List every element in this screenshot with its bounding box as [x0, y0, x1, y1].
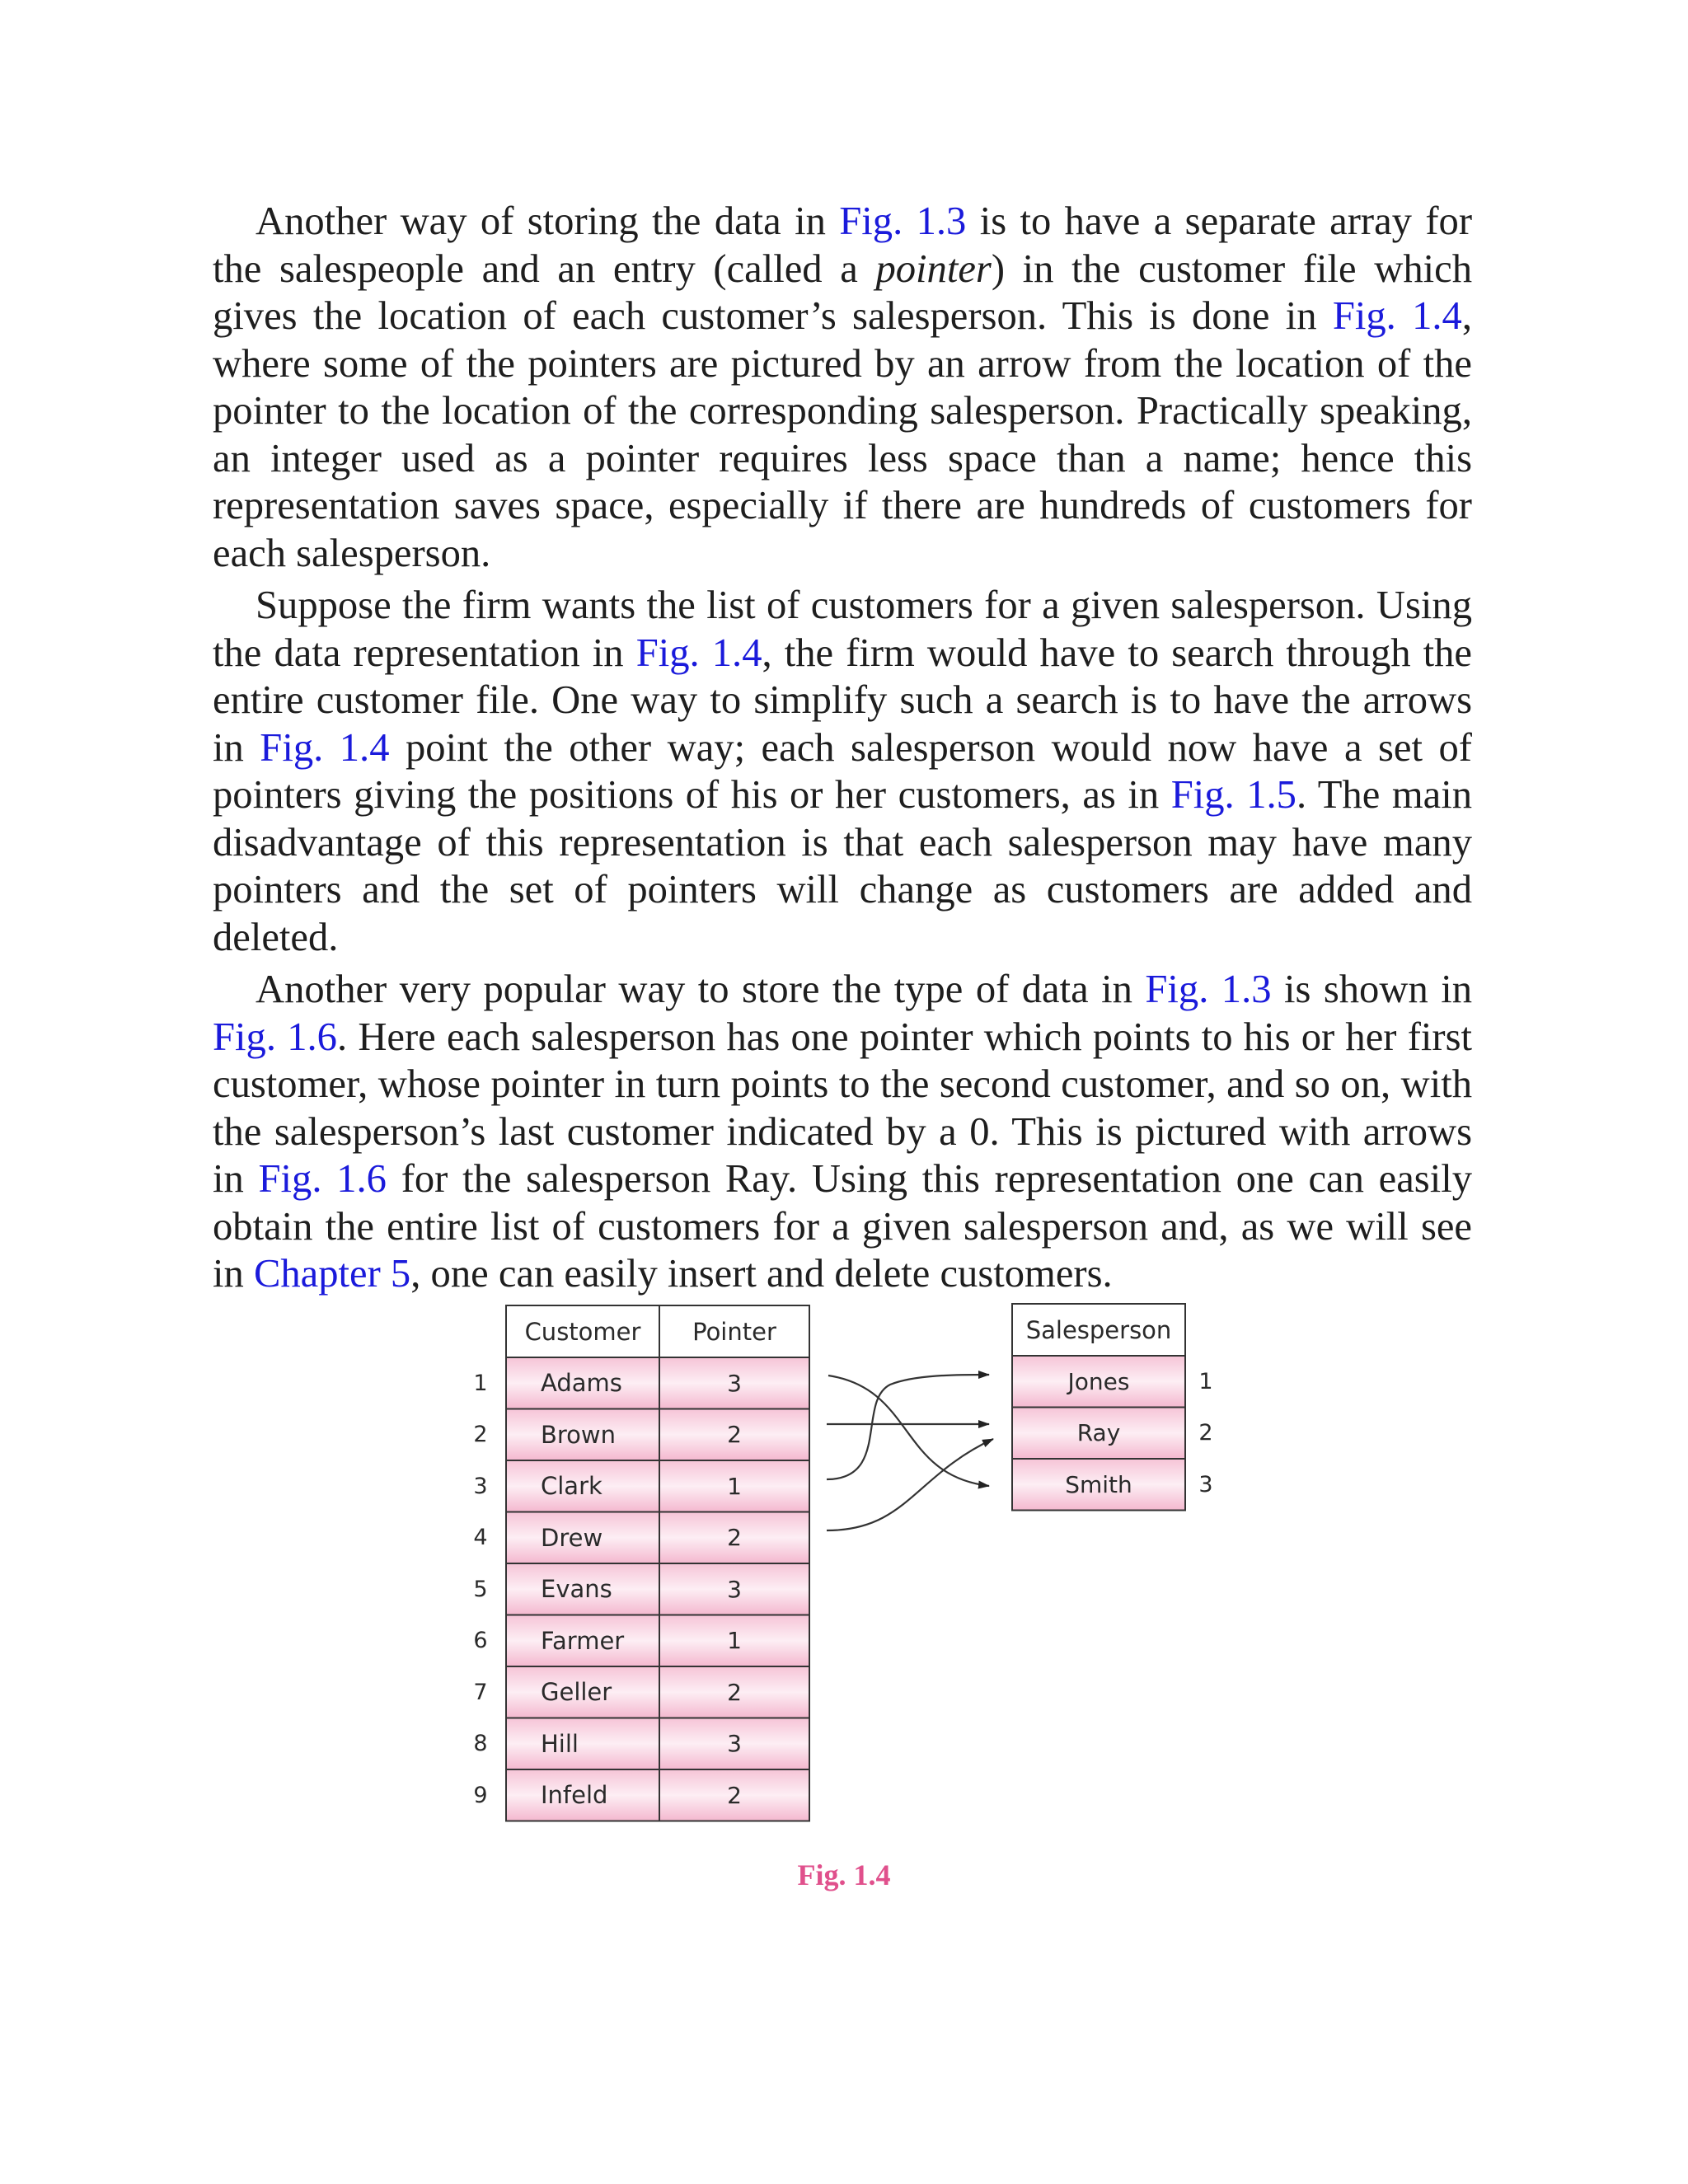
- salesperson-row-index: 1: [1198, 1368, 1213, 1394]
- link-fig-1-4[interactable]: Fig. 1.4: [635, 630, 762, 675]
- salesperson-row-index: 3: [1198, 1471, 1213, 1497]
- customer-row-index: 1: [473, 1370, 488, 1396]
- customer-row-index: 2: [473, 1422, 488, 1448]
- customer-pointer-value: 2: [727, 1781, 742, 1809]
- link-fig-1-4[interactable]: Fig. 1.4: [260, 724, 390, 770]
- customer-pointer-value: 3: [727, 1575, 742, 1603]
- customer-name: Adams: [541, 1369, 622, 1398]
- customer-row-index: 9: [473, 1782, 488, 1808]
- customer-pointer-value: 2: [727, 1421, 742, 1449]
- salesperson-column-header: Salesperson: [1025, 1315, 1172, 1344]
- link-fig-1-3[interactable]: Fig. 1.3: [839, 199, 967, 243]
- customer-name: Brown: [541, 1420, 617, 1449]
- customer-name: Hill: [541, 1729, 579, 1758]
- pointer-column-header: Pointer: [692, 1317, 776, 1346]
- customer-pointer-value: 3: [727, 1369, 742, 1397]
- customer-name: Drew: [541, 1523, 603, 1552]
- arrow-adams-to-smith: [828, 1376, 989, 1486]
- customer-name: Clark: [541, 1472, 603, 1501]
- customer-pointer-value: 2: [727, 1524, 742, 1552]
- customer-row-index: 5: [473, 1576, 488, 1602]
- link-fig-1-5[interactable]: Fig. 1.5: [1170, 772, 1296, 817]
- figure-caption: Fig. 1.4: [797, 1858, 891, 1891]
- customer-name: Evans: [541, 1575, 612, 1604]
- customer-pointer-value: 1: [727, 1472, 742, 1500]
- customer-name: Infeld: [541, 1781, 608, 1810]
- link-fig-1-3[interactable]: Fig. 1.3: [1145, 967, 1272, 1011]
- customer-pointer-value: 2: [727, 1678, 742, 1706]
- link-fig-1-4[interactable]: Fig. 1.4: [1332, 293, 1462, 338]
- customer-row-index: 6: [473, 1628, 488, 1654]
- pointer-arrows: [827, 1375, 993, 1530]
- paragraph-2: Suppose the firm wants the list of customers for a given salesperson. Using the data representation in Fig. 1.4, the firm would have to search through the entire customer file. One way to simplify such a search is to have the arrows in Fig. 1.4 point the other way; each salesperson would now have a set of pointers giving the positions of his or her customers, as in Fig. 1.5. The main disadvantage of this representation is that each salesperson may have many pointers and the set of pointers will change as customers are added and deleted.: [213, 583, 1472, 959]
- arrow-drew-to-ray: [827, 1439, 993, 1530]
- link-fig-1-6[interactable]: Fig. 1.6: [213, 1014, 337, 1059]
- arrow-clark-to-jones: [827, 1375, 989, 1479]
- paragraph-1: Another way of storing the data in Fig. 1.3 is to have a separate array for the salespeople and an entry (called a pointer) in the customer file which gives the location of each customer’s salesperson. This is done in Fig. 1.4, where some of the pointers are pictured by an arrow from the location of the pointer to the location of the corresponding salesperson. Practically speaking, an integer used as a pointer requires less space than a name; hence this representation saves space, especially if there are hundreds of customers for each salesperson.: [213, 199, 1473, 575]
- customer-row-index: 3: [473, 1473, 488, 1499]
- salesperson-name: Jones: [1067, 1367, 1130, 1395]
- link-fig-1-6[interactable]: Fig. 1.6: [258, 1156, 387, 1201]
- link-chapter-5[interactable]: Chapter 5: [253, 1251, 411, 1296]
- paragraph-3: Another very popular way to store the type of data in Fig. 1.3 is shown in Fig. 1.6. Here each salesperson has one pointer which points to his or her first customer, whose pointer in turn points to the second customer, and so on, with the salesperson’s last customer indicated by a 0. This is pictured with arrows in Fig. 1.6 for the salesperson Ray. Using this representation one can easily obtain the entire list of customers for a given salesperson and, as we will see in Chapter 5, one can easily insert and delete customers.: [213, 967, 1472, 1296]
- salesperson-name: Ray: [1076, 1419, 1121, 1447]
- customer-name: Farmer: [541, 1626, 625, 1655]
- salesperson-name: Smith: [1065, 1470, 1132, 1498]
- customer-column-header: Customer: [524, 1317, 641, 1346]
- customer-name: Geller: [541, 1678, 612, 1707]
- emphasis-pointer: pointer: [875, 246, 992, 291]
- customer-pointer-value: 3: [727, 1730, 742, 1758]
- customer-pointer-value: 1: [727, 1627, 742, 1655]
- salesperson-row-index: 2: [1198, 1420, 1213, 1446]
- customer-row-index: 4: [473, 1525, 488, 1551]
- customer-row-index: 8: [473, 1731, 488, 1757]
- customer-row-index: 7: [473, 1679, 488, 1705]
